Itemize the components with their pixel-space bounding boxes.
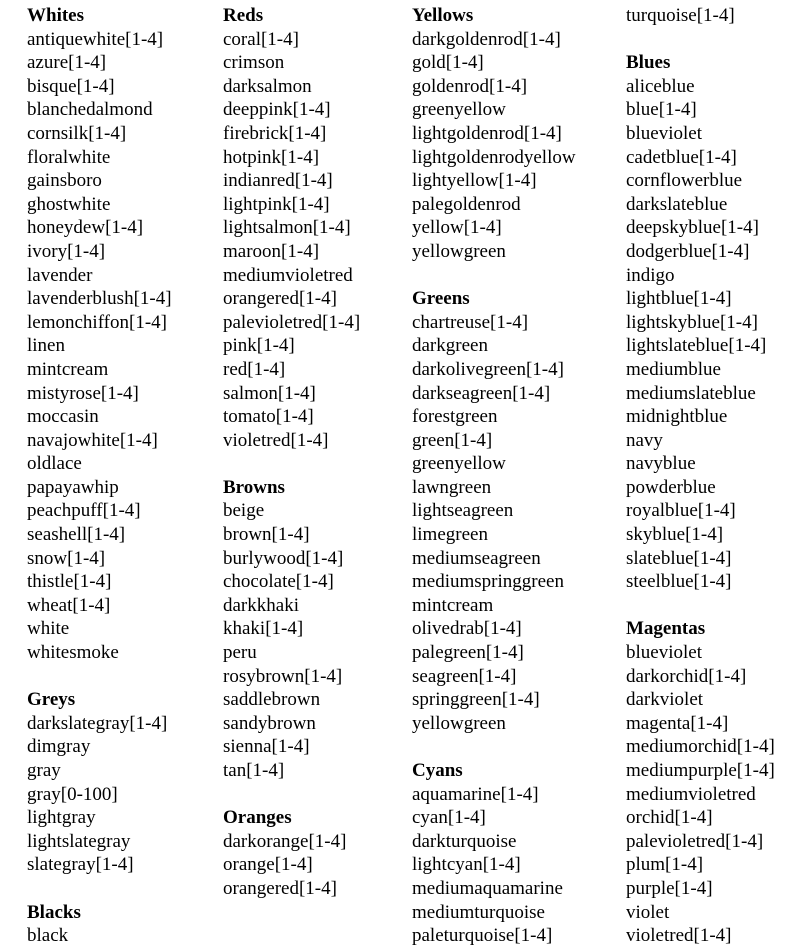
color-name: blueviolet [626,642,702,664]
color-name: mediumvioletred [626,783,756,805]
color-name: blue[1-4] [626,99,697,121]
color-name: maroon[1-4] [223,240,320,262]
color-name: burlywood[1-4] [223,547,344,569]
section-header: Greens [412,288,470,310]
color-name: lightslateblue[1-4] [626,335,767,357]
color-name: moccasin [27,406,99,428]
color-name: mediumspringgreen [412,571,564,593]
section-greens [412,287,604,735]
color-name: slateblue[1-4] [626,547,732,569]
color-name: mediumpurple[1-4] [626,760,775,781]
color-name: beige [223,500,265,522]
color-name: yellowgreen [412,240,506,262]
color-name: antiquewhite[1-4] [27,28,164,50]
color-name: magenta[1-4] [626,712,729,734]
color-name: aliceblue [626,75,695,97]
section-header: Blues [626,52,671,74]
color-name: lightslategray [27,830,131,852]
color-name: mediumslateblue [626,382,756,404]
color-name: gainsboro [27,170,102,192]
section-whites [27,4,219,665]
color-name: lightblue[1-4] [626,288,732,310]
color-name: palegoldenrod [412,193,521,215]
section-greys [27,688,219,877]
color-name: whitesmoke [27,642,119,664]
color-name: ivory[1-4] [27,240,106,262]
color-name: wheat[1-4] [27,594,111,616]
column-2 [223,4,415,901]
color-name: greenyellow [412,453,506,475]
color-name: coral[1-4] [223,28,299,50]
color-name: palevioletred[1-4] [626,830,764,852]
color-name: midnightblue [626,406,728,428]
color-name: turquoise[1-4] [626,5,735,26]
color-name: papayawhip [27,476,119,498]
color-name: chartreuse[1-4] [412,311,529,333]
section-header: Yellows [412,5,474,26]
color-name: chocolate[1-4] [223,571,334,593]
color-name: gray[0-100] [27,783,118,805]
color-name: mediumblue [626,358,721,380]
color-name: cornflowerblue [626,170,743,192]
color-name: mediumaquamarine [412,877,563,899]
section-header: Whites [27,5,84,26]
section-header: Cyans [412,760,463,781]
color-name: lightyellow[1-4] [412,170,537,192]
color-name: ghostwhite [27,193,111,215]
color-name: azure[1-4] [27,52,107,74]
color-name: darkgoldenrod[1-4] [412,28,561,50]
color-name: gold[1-4] [412,52,484,74]
color-name: powderblue [626,476,716,498]
color-name: salmon[1-4] [223,382,316,404]
color-name: mediumturquoise [412,901,545,923]
color-name: mistyrose[1-4] [27,382,139,404]
color-name: royalblue[1-4] [626,500,736,522]
section-oranges [223,806,415,900]
color-name: oldlace [27,453,82,475]
color-name: slategray[1-4] [27,854,134,876]
color-name: indigo [626,264,675,286]
column-4 [626,4,790,948]
color-name: seashell[1-4] [27,524,126,546]
color-name: orange[1-4] [223,854,313,876]
section-header: Blacks [27,901,81,923]
color-name: seagreen[1-4] [412,665,517,687]
color-name: lightgray [27,807,96,829]
color-name: red[1-4] [223,358,286,380]
column-1 [27,4,219,948]
color-name: orangered[1-4] [223,877,337,899]
color-name: blanchedalmond [27,99,153,121]
color-name: firebrick[1-4] [223,122,327,144]
color-name: thistle[1-4] [27,571,112,593]
color-name: pink[1-4] [223,335,295,357]
color-name: lightskyblue[1-4] [626,311,758,333]
color-name: linen [27,335,65,357]
color-name: steelblue[1-4] [626,571,732,593]
color-name: greenyellow [412,99,506,121]
section-header: Magentas [626,618,706,640]
color-name: darkturquoise [412,830,517,852]
section-header: Oranges [223,807,292,829]
color-name: honeydew[1-4] [27,217,144,239]
color-name: deepskyblue[1-4] [626,217,759,239]
color-name: gray [27,760,61,781]
color-name: hotpink[1-4] [223,146,320,168]
color-name: khaki[1-4] [223,618,304,640]
color-name: sienna[1-4] [223,736,310,758]
color-name: crimson [223,52,285,74]
color-name: violet [626,901,670,923]
color-name: palegreen[1-4] [412,642,524,664]
color-name: aquamarine[1-4] [412,783,539,805]
color-name: darkolivegreen[1-4] [412,358,564,380]
color-name: violetred[1-4] [223,429,329,451]
color-name: plum[1-4] [626,854,704,876]
section-magentas [626,617,790,947]
color-name: springgreen[1-4] [412,689,540,711]
color-name: indianred[1-4] [223,170,333,192]
color-name: palevioletred[1-4] [223,311,361,333]
section-continued [626,4,790,28]
color-name: sandybrown [223,712,316,734]
color-name: blueviolet [626,122,702,144]
color-name: lightgoldenrod[1-4] [412,122,562,144]
section-cyans [412,759,604,948]
color-name: darksalmon [223,75,312,97]
color-name: cadetblue[1-4] [626,146,737,168]
column-3 [412,4,604,948]
color-name: lightcyan[1-4] [412,854,521,876]
color-name: mediumorchid[1-4] [626,736,775,758]
color-name: deeppink[1-4] [223,99,331,121]
section-header: Reds [223,5,264,26]
color-name: orangered[1-4] [223,288,337,310]
color-name: mintcream [412,594,494,616]
color-name: navy [626,429,663,451]
color-name: yellowgreen [412,712,506,734]
color-name: rosybrown[1-4] [223,665,343,687]
color-name: darkseagreen[1-4] [412,382,551,404]
color-name: darkslategray[1-4] [27,712,168,734]
color-name: lightseagreen [412,500,514,522]
color-name: dimgray [27,736,91,758]
color-name: goldenrod[1-4] [412,75,528,97]
color-name: purple[1-4] [626,877,713,899]
color-name: brown[1-4] [223,524,310,546]
section-blacks [27,901,219,948]
color-name: darkslateblue [626,193,728,215]
color-name: green[1-4] [412,429,493,451]
color-name: snow[1-4] [27,547,106,569]
color-name: tomato[1-4] [223,406,314,428]
color-name: floralwhite [27,146,111,168]
color-name: orchid[1-4] [626,807,713,829]
color-name: mintcream [27,358,109,380]
color-name: yellow[1-4] [412,217,502,239]
color-name: dodgerblue[1-4] [626,240,750,262]
color-name: navajowhite[1-4] [27,429,158,451]
color-name: lightgoldenrodyellow [412,146,576,168]
color-name: lawngreen [412,476,492,498]
color-name: darkgreen [412,335,488,357]
color-name: lavender [27,264,93,286]
color-name: mediumvioletred [223,264,353,286]
color-name: saddlebrown [223,689,321,711]
color-name: olivedrab[1-4] [412,618,522,640]
color-name: darkorange[1-4] [223,830,347,852]
color-name: limegreen [412,524,488,546]
section-header: Browns [223,476,285,498]
color-name: lavenderblush[1-4] [27,288,172,310]
color-name: peachpuff[1-4] [27,500,141,522]
section-reds [223,4,415,452]
color-name: forestgreen [412,406,498,428]
color-name: lemonchiffon[1-4] [27,311,167,333]
color-name: darkkhaki [223,594,299,616]
section-blues [626,51,790,594]
color-name: navyblue [626,453,696,475]
color-name: lightsalmon[1-4] [223,217,351,239]
color-name: paleturquoise[1-4] [412,925,553,947]
color-name: cyan[1-4] [412,807,486,829]
color-name: cornsilk[1-4] [27,122,127,144]
color-name: tan[1-4] [223,760,285,781]
color-name: bisque[1-4] [27,75,115,97]
section-yellows [412,4,604,264]
section-browns [223,476,415,783]
color-name: peru [223,642,257,664]
color-name: lightpink[1-4] [223,193,330,215]
color-name: darkviolet [626,689,704,711]
color-name: darkorchid[1-4] [626,665,747,687]
section-header: Greys [27,689,76,711]
color-name: mediumseagreen [412,547,541,569]
color-name: white [27,618,70,640]
color-name: black [27,925,69,947]
color-name: skyblue[1-4] [626,524,724,546]
color-name: violetred[1-4] [626,925,732,947]
